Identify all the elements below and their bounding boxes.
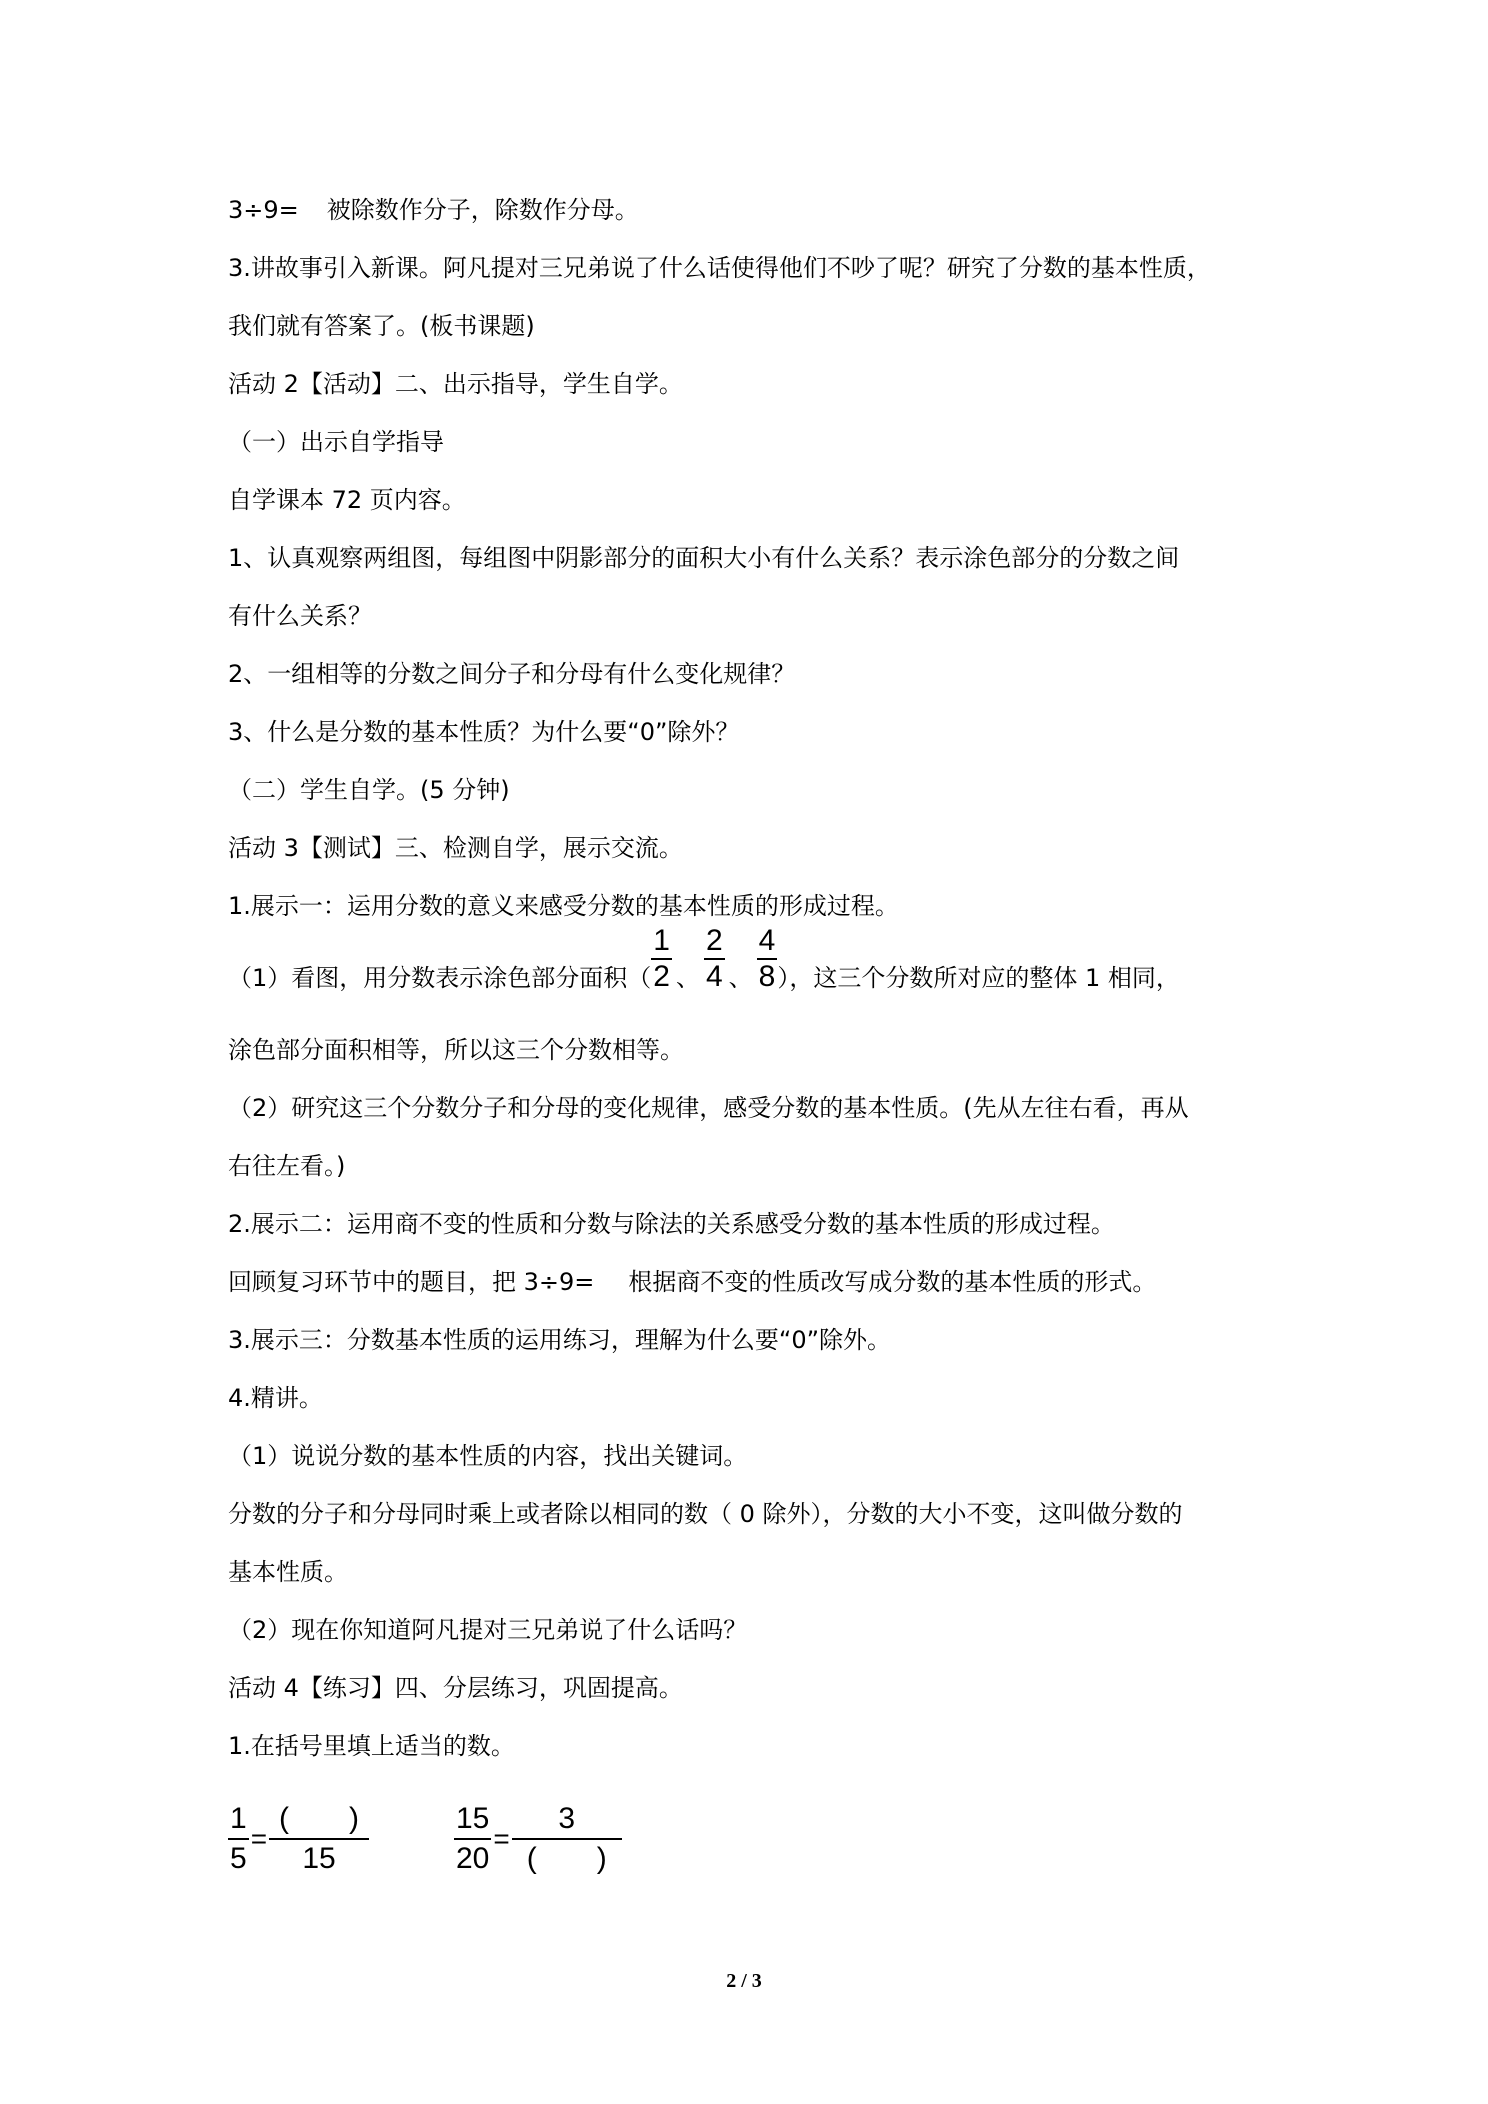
text-line: 2.展示二：运用商不变的性质和分数与除法的关系感受分数的基本性质的形成过程。 xyxy=(228,1210,1115,1238)
exercise-1 xyxy=(228,1800,369,1878)
text-line: 4.精讲。 xyxy=(228,1384,323,1412)
text-line: （2）现在你知道阿凡提对三兄弟说了什么话吗？ xyxy=(228,1616,748,1644)
text-line: 3.展示三：分数基本性质的运用练习，理解为什么要“0”除外。 xyxy=(228,1326,892,1354)
equals-sign: = xyxy=(250,1823,268,1854)
fraction-numerator: 1 xyxy=(228,1800,249,1840)
blank-denominator[interactable]: ( ) xyxy=(526,1842,607,1875)
exercise-2 xyxy=(454,1800,622,1878)
separator: 、 xyxy=(728,964,753,992)
text-line: （1）说说分数的基本性质的内容，找出关键词。 xyxy=(228,1442,748,1470)
text-line: 1、认真观察两组图，每组图中阴影部分的面积大小有什么关系？表示涂色部分的分数之间 xyxy=(228,544,1180,572)
fraction-numerator: 4 xyxy=(757,924,778,960)
fraction-denominator: 20 xyxy=(456,1842,490,1875)
section-heading: 活动 2【活动】二、出示指导，学生自学。 xyxy=(228,370,683,398)
text-line xyxy=(228,1266,1156,1298)
text-line: 涂色部分面积相等，所以这三个分数相等。 xyxy=(228,1036,684,1064)
text-line: 1.在括号里填上适当的数。 xyxy=(228,1732,515,1760)
text-line: 2、一组相等的分数之间分子和分母有什么变化规律？ xyxy=(228,660,796,688)
exercise-left-fraction xyxy=(228,1800,249,1878)
fraction-denominator: 8 xyxy=(758,960,776,993)
text-line xyxy=(228,194,639,226)
text-line: 有什么关系？ xyxy=(228,602,372,630)
text-line: 3、什么是分数的基本性质？为什么要“0”除外？ xyxy=(228,718,740,746)
line-text: 根据商不变的性质改写成分数的基本性质的形式。 xyxy=(628,1268,1157,1296)
text-line: 右往左看。) xyxy=(228,1152,346,1180)
fraction-denominator: 5 xyxy=(230,1842,247,1875)
section-heading: 活动 3【测试】三、检测自学，展示交流。 xyxy=(228,834,683,862)
exercise-right-fraction xyxy=(269,1800,369,1878)
text-line: （二）学生自学。(5 分钟) xyxy=(228,776,510,804)
fraction-1-2 xyxy=(651,924,672,994)
fraction-numerator: 3 xyxy=(512,1800,622,1840)
text-line: （一）出示自学指导 xyxy=(228,428,444,456)
fraction-denominator: 15 xyxy=(302,1842,336,1875)
fraction-4-8 xyxy=(757,924,778,994)
fraction-denominator: 2 xyxy=(653,960,670,993)
text-line: 自学课本 72 页内容。 xyxy=(228,486,466,514)
fraction-denominator: 4 xyxy=(705,960,723,993)
exercise-right-fraction xyxy=(512,1800,622,1878)
line-text: 回顾复习环节中的题目，把 3÷9= xyxy=(228,1268,595,1296)
exercise-left-fraction xyxy=(454,1800,491,1878)
text-line: （2）研究这三个分数分子和分母的变化规律，感受分数的基本性质。(先从左往右看，再从 xyxy=(228,1094,1189,1122)
separator: 、 xyxy=(675,964,700,992)
blank-numerator[interactable]: ( ) xyxy=(269,1800,369,1840)
section-heading: 活动 4【练习】四、分层练习，巩固提高。 xyxy=(228,1674,683,1702)
text-line: 1.展示一：运用分数的意义来感受分数的基本性质的形成过程。 xyxy=(228,892,899,920)
fraction-numerator: 1 xyxy=(651,924,672,960)
text-line: 3.讲故事引入新课。阿凡提对三兄弟说了什么话使得他们不吵了呢？研究了分数的基本性质， xyxy=(228,254,1211,282)
text-line: 基本性质。 xyxy=(228,1558,348,1586)
text-line: 我们就有答案了。(板书课题) xyxy=(228,312,535,340)
fraction-numerator: 15 xyxy=(454,1800,491,1840)
line-text: ），这三个分数所对应的整体 1 相同， xyxy=(777,964,1180,992)
text-line-with-fractions xyxy=(228,924,1180,998)
equals-sign: = xyxy=(493,1823,510,1854)
fraction-numerator: 2 xyxy=(704,924,725,960)
line-text: 被除数作分子，除数作分母。 xyxy=(326,196,639,224)
text-line: 分数的分子和分母同时乘上或者除以相同的数（ 0 除外），分数的大小不变，这叫做分数的 xyxy=(228,1500,1183,1528)
page-number: 2 / 3 xyxy=(726,1970,762,1992)
fraction-2-4 xyxy=(704,924,725,994)
equation-text: 3÷9= xyxy=(228,196,299,224)
line-text: （1）看图，用分数表示涂色部分面积（ xyxy=(228,964,652,992)
